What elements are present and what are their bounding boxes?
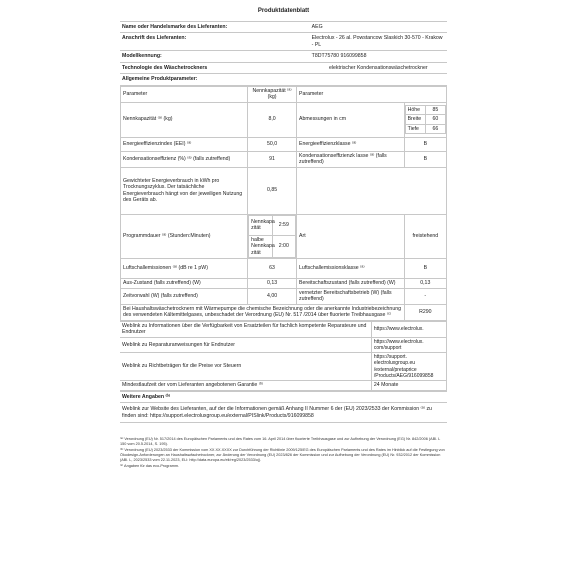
noise-label: Luftschallemissionen ⁽ᵃ⁾ (dB re 1 pW) (121, 259, 248, 279)
condensation-class-value: B (404, 151, 446, 167)
eei-label: Energieeffizienzindex (EEI) ⁽ᵃ⁾ (121, 137, 248, 151)
table-header-row (121, 86, 447, 102)
page-title: Produktdatenblatt (257, 8, 310, 14)
half-capacity-label: halbe Nennkapa zität (249, 235, 272, 258)
price-label: Weblink zu Richtbeträgen für die Preise vor Steuern (120, 353, 371, 381)
table-row (121, 279, 447, 289)
dimensions-cell (404, 102, 446, 137)
price-link[interactable]: https://support. electroluxgroup.eu /external/pretaprice /Products/AEG/916099858 (371, 353, 446, 381)
program-duration-table (248, 215, 296, 259)
efficiency-class-label: Energieeffizienzklasse ⁽ᵃ⁾ (297, 137, 405, 151)
off-mode-label: Aus-Zustand (falls zutreffend) (W) (121, 279, 248, 289)
condensation-value: 91 (248, 151, 297, 167)
standby-value: 0,13 (404, 279, 446, 289)
height-label: Höhe (405, 105, 425, 115)
condensation-label: Kondensationseffizienz (%) ⁽ᵃ⁾ (falls zutreffend) (121, 151, 248, 167)
spare-parts-label: Weblink zu Informationen über die Verfügbarkeit von Ersatzteilen für fachlich kompetente Reparateure und Endnutzer (120, 321, 371, 337)
delay-start-label: Zeitvorwahl (W) (falls zutreffend) (121, 288, 248, 304)
table-row (121, 137, 447, 151)
dimensions-label: Abmessungen in cm (297, 102, 405, 137)
energy-consumption-value: 0,85 (248, 167, 297, 214)
table-row (120, 337, 447, 353)
depth-value: 66 (425, 124, 445, 134)
general-params-label: Allgemeine Produktparameter: (122, 76, 198, 82)
table-row (121, 214, 447, 259)
further-info-text: Weblink zur Website des Lieferanten, auf der die Informationen gemäß Anhang II Nummer 6 der (EU) 2023/2533 der Kommission ⁽ᵃ⁾ zu finden sind: https://support.electroluxgroup.eu/external/PISlink/Products/916099858 (120, 403, 447, 423)
networked-standby-label: vernetzter Bereitschaftsbetrieb (W) (falls zutreffend) (297, 288, 405, 304)
noise-class-value: B (404, 259, 446, 279)
column-header: Parameter (121, 86, 248, 102)
technology-row (120, 63, 447, 75)
column-header: Parameter (297, 86, 447, 102)
warranty-value: 24 Monate (371, 381, 446, 391)
product-data-sheet (120, 8, 447, 470)
general-params-row (120, 74, 447, 86)
rated-capacity-label: Nennkapa zität (249, 215, 272, 235)
width-label: Breite (405, 115, 425, 125)
repair-label: Weblink zu Reparaturanweisungen für Endnutzer (120, 337, 371, 353)
noise-value: 63 (248, 259, 297, 279)
refrigerant-value: R290 (404, 304, 446, 320)
table-row (121, 151, 447, 167)
table-row (121, 288, 447, 304)
parameters-table (120, 86, 447, 321)
address-row (120, 33, 447, 51)
table-row (121, 102, 447, 137)
energy-consumption-label: Gewichteter Energieverbrauch in kWh pro Trocknungszyklus. Der tatsächliche Energieverbrauch hängt von der jeweiligen Nutzung des Geräts ab. (121, 167, 248, 214)
depth-label: Tiefe (405, 124, 425, 134)
nennkapazitaet-label: Nennkapazität ⁽ᵃ⁾ (kg) (121, 102, 248, 137)
supplier-row (120, 21, 447, 34)
technology-value: elektrischer Kondensationswäschetrockner (329, 64, 428, 71)
dimensions-table (405, 105, 446, 135)
address-label: Anschrift des Lieferanten: (122, 35, 187, 41)
width-value: 60 (425, 115, 445, 125)
column-header: Nennkapazität ⁽ᵃ⁾ (kg) (248, 86, 297, 102)
program-duration-label: Programmdauer ⁽ᵃ⁾ (Stunden:Minuten) (121, 214, 248, 259)
further-info-heading: Weitere Angaben ⁽ᵇ⁾ (120, 391, 447, 404)
footnote: ⁽ᶜ⁾ Angaben für das eco-Programm. (120, 463, 180, 468)
table-row (121, 167, 447, 214)
off-mode-value: 0,13 (248, 279, 297, 289)
table-row (121, 259, 447, 279)
footnote: ⁽ᵇ⁾ Verordnung (EU) 2023/2533 der Kommission vom XX.XX.XXXX zur Durchführung der Richtlinie 2009/125/EG des Europäischen Parlaments und des Rates im Hinblick auf die Festlegung von Ökodesign-Anforderungen an Haushaltswäschetrockner, zur Änderung der Verordnung (EU) 2023/826 der Kommission und zur Aufhebung der Verordnung (EU) Nr. 932/2012 der Kommission (ABl. L, 2023/2533 vom 22.11.2023, ELI: http://data.europa.eu/eli/reg/2023/2533/oj). (120, 447, 445, 462)
model-label: Modellkennung: (122, 53, 162, 59)
supplier-value: AEG (311, 23, 323, 30)
table-row (120, 353, 447, 381)
footnote: ⁽ᵃ⁾ Verordnung (EU) Nr. 517/2014 des Europäischen Parlaments und des Rates vom 16. April 2014 über fluorierte Treibhausgase und zur Aufhebung der Verordnung (EG) Nr. 842/2006 (ABl. L 150 vom 20.5.2014, S. 195). (120, 437, 441, 446)
repair-link[interactable]: https://www.electrolux. com/support (371, 337, 446, 353)
type-value: freistehend (404, 214, 446, 259)
noise-class-label: Luftschallemissionsklasse ⁽ᵃ⁾ (297, 259, 405, 279)
type-label: Art (297, 214, 405, 259)
refrigerant-label: Bei Haushaltswäschetrocknern mit Wärmepumpe die chemische Bezeichnung oder die anerkannte Industriebezeichnung des verwendeten Kältemittelgases, unbeschadet der Verordnung (EU) Nr. 517 /2014 über fluorierte Treibhausgase ⁽ᶜ⁾ (121, 304, 405, 320)
technology-label: Technologie des Wäschetrockners (122, 64, 208, 71)
program-duration-cell (248, 214, 297, 259)
nennkapazitaet-value: 8,0 (248, 102, 297, 137)
warranty-label: Mindestlaufzeit der vom Lieferanten angebotenen Garantie ⁽ᵇ⁾ (120, 381, 371, 391)
height-value: 85 (425, 105, 445, 115)
links-table (120, 321, 447, 391)
empty-cell (297, 167, 447, 214)
model-row (120, 51, 447, 63)
footnotes (120, 437, 447, 469)
table-row (120, 381, 447, 391)
networked-standby-value: - (404, 288, 446, 304)
supplier-label: Name oder Handelsmarke des Lieferanten: (122, 23, 228, 30)
rated-capacity-duration: 2:59 (272, 215, 295, 235)
address-value: Electrolux - 26 al. Powstancow Slaskich 30-570 - Krakow - PL (311, 35, 443, 48)
condensation-class-label: Kondensationseffizienzk lasse ⁽ᵃ⁾ (falls zutreffend) (297, 151, 405, 167)
model-value: T8DT75780 916099858 (311, 53, 367, 59)
eei-value: 50,0 (248, 137, 297, 151)
standby-label: Bereitschaftszustand (falls zutreffend) (W) (297, 279, 405, 289)
table-row (120, 321, 447, 337)
efficiency-class-value: B (404, 137, 446, 151)
delay-start-value: 4,00 (248, 288, 297, 304)
spare-parts-link[interactable]: https://www.electrolux. (371, 321, 446, 337)
table-row (121, 304, 447, 320)
half-capacity-duration: 2:00 (272, 235, 295, 258)
